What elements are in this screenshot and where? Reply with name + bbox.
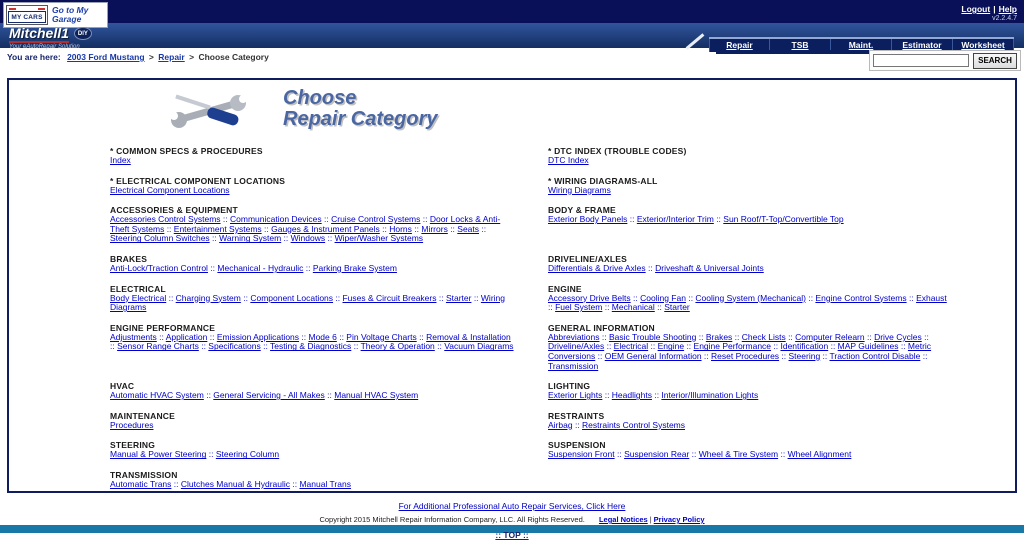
link-separator: :: — [701, 350, 712, 361]
category-heading: BODY & FRAME — [548, 205, 616, 216]
link-separator: :: — [771, 341, 781, 352]
link-separator: :: — [572, 419, 583, 430]
category-link[interactable]: Fuses & Circuit Breakers — [342, 292, 437, 303]
link-separator: :: — [324, 390, 335, 401]
category-link[interactable]: General Servicing - All Makes — [213, 390, 325, 401]
link-separator: :: — [595, 350, 605, 361]
link-separator: :: — [207, 262, 218, 273]
category-section — [548, 440, 952, 460]
category-heading: TRANSMISSION — [110, 469, 178, 480]
category-row — [9, 176, 1015, 196]
category-row — [9, 205, 1015, 244]
link-separator: :: — [602, 390, 612, 401]
category-link[interactable]: Mechanical - Hydraulic — [217, 262, 304, 273]
category-row — [9, 146, 1015, 166]
category-link[interactable]: Drive Cycles — [874, 331, 922, 342]
category-link[interactable]: Index — [110, 155, 131, 165]
link-separator: :: — [779, 350, 789, 361]
category-link[interactable]: Wiring Diagrams — [548, 184, 611, 195]
category-link[interactable]: Suspension Front — [548, 449, 615, 460]
category-link[interactable]: Cruise Control Systems — [331, 214, 421, 225]
link-separator: :: — [471, 292, 481, 303]
category-section — [548, 411, 952, 431]
copyright-text: Copyright 2015 Mitchell Repair Information Company, LLC. All Rights Reserved. — [319, 515, 585, 524]
link-separator: :: — [685, 292, 696, 303]
category-links — [548, 333, 952, 371]
link-separator: :: — [602, 302, 612, 313]
brand-red-swoosh — [9, 41, 69, 43]
category-link[interactable]: Engine Control Systems — [815, 292, 907, 303]
category-heading: MAINTENANCE — [110, 410, 176, 421]
link-separator: :: — [447, 223, 458, 234]
category-section — [110, 470, 514, 490]
link-separator: :: — [614, 449, 625, 460]
category-row — [9, 411, 1015, 431]
category-link[interactable]: Automatic HVAC System — [110, 390, 204, 401]
category-link[interactable]: Airbag — [548, 419, 573, 430]
footer-link-divider: | — [649, 515, 652, 524]
link-separator: :: — [864, 331, 875, 342]
category-link[interactable]: MAP Guidelines — [837, 341, 899, 352]
category-link[interactable]: Headlights — [611, 390, 652, 401]
category-link[interactable]: Driveshaft & Universal Joints — [655, 262, 764, 273]
category-link[interactable]: Manual HVAC System — [334, 390, 419, 401]
link-separator: :: — [416, 331, 427, 342]
category-links — [110, 156, 514, 166]
link-separator: :: — [920, 350, 928, 361]
link-separator: :: — [209, 233, 220, 244]
link-separator: :: — [654, 302, 665, 313]
category-link[interactable]: Electrical Component Locations — [110, 184, 230, 195]
category-link[interactable]: Check Lists — [741, 331, 786, 342]
category-section — [548, 381, 952, 401]
category-link[interactable]: Engine — [657, 341, 685, 352]
category-link[interactable]: Wheel & Tire System — [698, 449, 779, 460]
link-separator: :: — [198, 341, 209, 352]
version-label: v2.2.4.7 — [992, 15, 1017, 22]
link-separator: :: — [336, 331, 347, 342]
breadcrumb-vehicle-link[interactable]: 2003 Ford Mustang — [67, 52, 145, 62]
category-link[interactable]: Wiring Diagrams — [110, 292, 505, 313]
link-separator: :: — [651, 390, 662, 401]
category-links — [548, 450, 952, 460]
category-link[interactable]: Removal & Installation — [426, 331, 511, 342]
category-links — [110, 333, 514, 352]
category-row — [9, 381, 1015, 401]
link-separator: :: — [321, 214, 332, 225]
brand-tagline: Your eAutoRepair Solution — [9, 44, 80, 50]
category-link[interactable]: Body Electrical — [110, 292, 167, 303]
link-separator: :: — [281, 233, 291, 244]
privacy-policy-link[interactable]: Privacy Policy — [653, 515, 705, 524]
category-links — [110, 294, 514, 313]
link-separator: :: — [434, 341, 445, 352]
link-separator: :: — [290, 478, 300, 489]
category-link[interactable]: Abbreviations — [548, 331, 600, 342]
category-section — [110, 146, 514, 166]
category-links — [548, 421, 952, 431]
logout-link[interactable]: Logout — [961, 4, 991, 14]
category-heading: SUSPENSION — [548, 440, 606, 451]
mitchell1-logo — [9, 25, 92, 50]
link-separator: :: — [604, 341, 614, 352]
crossed-tools-icon — [167, 88, 249, 136]
link-separator: :: — [906, 292, 917, 303]
legal-notices-link[interactable]: Legal Notices — [598, 515, 648, 524]
page-title-line1: Choose — [283, 87, 357, 109]
link-separator: :: — [379, 223, 390, 234]
category-link[interactable]: Mode 6 — [308, 331, 337, 342]
link-separator: :: — [303, 262, 313, 273]
category-links — [110, 264, 514, 274]
category-links — [548, 264, 952, 274]
category-link[interactable]: Sensor Range Charts — [117, 341, 199, 352]
breadcrumb-separator: > — [189, 52, 195, 62]
category-link[interactable]: Application — [165, 331, 208, 342]
search-input[interactable] — [873, 54, 969, 67]
footer-top-row — [0, 525, 1024, 543]
category-heading: ELECTRICAL — [110, 283, 166, 294]
category-link[interactable]: Door Locks & Anti-Theft Systems — [110, 214, 501, 234]
category-links — [110, 215, 514, 244]
link-separator: :: — [785, 331, 796, 342]
category-link[interactable]: Accessory Drive Belts — [548, 292, 631, 303]
category-link[interactable]: Vacuum Diagrams — [444, 341, 514, 352]
header — [0, 0, 1024, 48]
my-cars-plate-icon — [6, 5, 48, 25]
link-separator: :: — [548, 302, 556, 313]
footer-promo-link[interactable]: For Additional Professional Auto Repair Services, Click Here — [398, 501, 626, 511]
category-link[interactable]: Communication Devices — [230, 214, 322, 225]
category-link[interactable]: Metric Conversions — [548, 341, 932, 361]
category-section — [110, 254, 514, 274]
category-row — [9, 254, 1015, 274]
category-heading: ACCESSORIES & EQUIPMENT — [110, 205, 238, 216]
category-link[interactable]: Specifications — [208, 341, 261, 352]
category-links — [548, 391, 952, 401]
category-section — [548, 284, 952, 313]
link-separator: :: — [325, 233, 335, 244]
link-separator: :: — [684, 341, 694, 352]
breadcrumb-current: Choose Category — [198, 52, 269, 62]
category-heading: GENERAL INFORMATION — [548, 322, 655, 333]
link-separator: :: — [645, 262, 656, 273]
category-link[interactable]: Testing & Diagnostics — [270, 341, 352, 352]
link-separator: :: — [260, 341, 271, 352]
category-section — [548, 254, 952, 274]
category-link[interactable]: Computer Relearn — [795, 331, 865, 342]
link-separator: :: — [333, 292, 343, 303]
category-links — [110, 480, 514, 490]
category-link[interactable]: Wiper/Washer Systems — [334, 233, 424, 244]
link-separator: :: — [828, 341, 838, 352]
footer-copyright-row — [0, 515, 1024, 524]
category-link[interactable]: Mirrors — [421, 223, 448, 234]
link-separator: :: — [696, 331, 706, 342]
category-link[interactable]: Windows — [290, 233, 326, 244]
category-link[interactable]: Fuel System — [555, 302, 603, 313]
category-link[interactable]: Gauges & Instrument Panels — [271, 223, 380, 234]
brand-wordmark: Mitchell1 — [9, 25, 69, 41]
category-link[interactable]: DTC Index — [548, 155, 589, 165]
tab-maint[interactable]: Maint. — [831, 39, 892, 52]
link-separator: :: — [627, 214, 637, 225]
category-grid — [9, 146, 1015, 490]
category-section — [548, 323, 952, 371]
category-links — [548, 156, 952, 166]
category-heading: ENGINE PERFORMANCE — [110, 322, 216, 333]
breadcrumb-prefix: You are here: — [7, 52, 61, 62]
link-separator: :: — [164, 223, 174, 234]
category-heading: BRAKES — [110, 253, 148, 264]
footer — [0, 496, 1024, 543]
header-top-band — [0, 0, 1024, 23]
category-link[interactable]: Driveline/Axles — [548, 341, 605, 352]
tab-tsb[interactable]: TSB — [770, 39, 831, 52]
category-link[interactable]: Clutches Manual & Hydraulic — [180, 478, 291, 489]
link-separator: :: — [898, 341, 908, 352]
category-link[interactable]: Brakes — [705, 331, 733, 342]
link-separator: :: — [778, 449, 788, 460]
category-heading: * WIRING DIAGRAMS-ALL — [548, 175, 658, 186]
link-separator: :: — [207, 331, 217, 342]
category-link[interactable]: Steering Column Switches — [110, 233, 210, 244]
category-link[interactable]: Manual Trans — [299, 478, 351, 489]
category-link[interactable]: Anti-Lock/Traction Control — [110, 262, 208, 273]
category-link[interactable]: Seats — [457, 223, 480, 234]
breadcrumb-separator: > — [148, 52, 154, 62]
link-separator: :: — [436, 292, 446, 303]
link-separator: :: — [171, 478, 181, 489]
category-links — [110, 421, 514, 431]
link-separator: :: — [599, 331, 609, 342]
category-link[interactable]: Suspension Rear — [624, 449, 690, 460]
category-links — [110, 450, 514, 460]
category-link[interactable]: Emission Applications — [216, 331, 300, 342]
tab-worksheet[interactable]: Worksheet — [953, 39, 1014, 52]
category-link[interactable]: Parking Brake System — [312, 262, 397, 273]
category-section — [548, 176, 952, 196]
link-separator: :: — [805, 292, 816, 303]
category-link[interactable]: Cooling System (Mechanical) — [695, 292, 806, 303]
category-link[interactable]: Warning System — [219, 233, 282, 244]
category-link[interactable]: Entertainment Systems — [173, 223, 262, 234]
category-section — [110, 381, 514, 401]
tab-estimator[interactable]: Estimator — [892, 39, 953, 52]
breadcrumb-repair-link[interactable]: Repair — [158, 52, 185, 62]
link-separator: :: — [630, 292, 641, 303]
link-separator: :: — [156, 331, 166, 342]
link-separator: :: — [411, 223, 422, 234]
tab-repair[interactable]: Repair — [709, 39, 770, 52]
category-row — [9, 440, 1015, 460]
footer-promo-row — [0, 496, 1024, 514]
category-heading: HVAC — [110, 381, 135, 392]
link-separator: :: — [166, 292, 176, 303]
category-heading: DRIVELINE/AXLES — [548, 253, 628, 264]
category-link[interactable]: Electrical — [613, 341, 649, 352]
category-link[interactable]: Restraints Control Systems — [582, 419, 686, 430]
link-separator: :: — [820, 350, 830, 361]
category-row — [9, 470, 1015, 490]
session-links — [961, 4, 1017, 14]
category-link[interactable]: Manual & Power Steering — [110, 449, 207, 460]
category-link[interactable]: Identification — [780, 341, 829, 352]
category-link[interactable]: Starter — [664, 302, 690, 313]
category-link[interactable]: Transmission — [548, 360, 599, 371]
category-link[interactable]: Exhaust — [916, 292, 947, 303]
category-link[interactable]: Wheel Alignment — [787, 449, 852, 460]
link-separator: :: — [261, 223, 272, 234]
category-link[interactable]: Cooling Fan — [640, 292, 686, 303]
category-heading: * COMMON SPECS & PROCEDURES — [110, 146, 263, 156]
category-link[interactable]: Sun Roof/T-Top/Convertible Top — [723, 214, 844, 225]
link-separator: :: — [713, 214, 724, 225]
link-separator: :: — [206, 449, 216, 460]
category-heading: * ELECTRICAL COMPONENT LOCATIONS — [110, 175, 286, 186]
category-heading: ENGINE — [548, 283, 582, 294]
category-section — [110, 176, 514, 196]
link-separator: :: — [220, 214, 230, 225]
category-links — [548, 215, 952, 225]
category-link[interactable]: Traction Control Disable — [829, 350, 921, 361]
category-link[interactable]: Engine Performance — [693, 341, 772, 352]
link-separator: :: — [203, 390, 214, 401]
category-section — [110, 205, 514, 244]
category-links — [548, 294, 952, 313]
category-row — [9, 323, 1015, 371]
category-section — [548, 205, 952, 244]
diy-badge: DIY — [74, 27, 92, 40]
category-link[interactable]: Theory & Operation — [360, 341, 435, 352]
link-separator: :: — [351, 341, 361, 352]
link-separator: :: — [479, 223, 487, 234]
category-link[interactable]: Steering Column — [215, 449, 280, 460]
category-link[interactable]: Charging System — [175, 292, 241, 303]
category-link[interactable]: Reset Procedures — [711, 350, 780, 361]
category-link[interactable]: Adjustments — [110, 331, 157, 342]
back-to-top-link[interactable]: :: TOP :: — [495, 530, 529, 540]
garage-link-label: Go to My Garage — [52, 4, 89, 24]
category-link[interactable]: Exterior Lights — [548, 390, 603, 401]
category-link[interactable]: Steering — [788, 350, 821, 361]
link-separator: :: — [110, 341, 118, 352]
page-title-row — [167, 88, 1015, 136]
category-section — [110, 323, 514, 371]
category-link[interactable]: Basic Trouble Shooting — [608, 331, 697, 342]
category-section — [110, 284, 514, 313]
page-title-line2: Repair Category — [283, 108, 438, 130]
category-row — [9, 284, 1015, 313]
link-separator: :: — [648, 341, 658, 352]
link-divider: | — [993, 4, 996, 14]
category-link[interactable]: Interior/Illumination Lights — [661, 390, 759, 401]
page-title — [283, 88, 438, 130]
category-heading: STEERING — [110, 440, 156, 451]
search-button[interactable]: SEARCH — [973, 53, 1017, 69]
category-link[interactable]: Exterior Body Panels — [548, 214, 628, 225]
category-link[interactable]: Horns — [389, 223, 412, 234]
category-heading: LIGHTING — [548, 381, 591, 392]
category-links — [548, 186, 952, 196]
link-separator: :: — [732, 331, 742, 342]
category-link[interactable]: Pin Voltage Charts — [346, 331, 417, 342]
category-link[interactable]: Automatic Trans — [110, 478, 172, 489]
category-section — [110, 411, 514, 431]
category-link[interactable]: Mechanical — [611, 302, 655, 313]
category-link[interactable]: Accessories Control Systems — [110, 214, 221, 225]
category-link[interactable]: Procedures — [110, 419, 154, 430]
search-box — [869, 50, 1021, 71]
category-heading: * DTC INDEX (TROUBLE CODES) — [548, 146, 687, 156]
category-link[interactable]: OEM General Information — [604, 350, 702, 361]
category-section — [110, 440, 514, 460]
link-separator: :: — [420, 214, 430, 225]
category-links — [110, 391, 514, 401]
category-link[interactable]: Exterior/Interior Trim — [636, 214, 714, 225]
category-link[interactable]: Component Locations — [250, 292, 334, 303]
help-link[interactable]: Help — [998, 4, 1017, 14]
category-links — [110, 186, 514, 196]
main-panel — [7, 78, 1017, 493]
my-cars-plate-label: MY CARS — [8, 11, 46, 23]
category-section — [548, 146, 952, 166]
link-separator: :: — [689, 449, 699, 460]
link-separator: :: — [240, 292, 251, 303]
category-link[interactable]: Starter — [445, 292, 472, 303]
category-link[interactable]: Differentials & Drive Axles — [548, 262, 646, 273]
category-heading: RESTRAINTS — [548, 410, 605, 421]
link-separator: :: — [921, 331, 929, 342]
link-separator: :: — [299, 331, 309, 342]
